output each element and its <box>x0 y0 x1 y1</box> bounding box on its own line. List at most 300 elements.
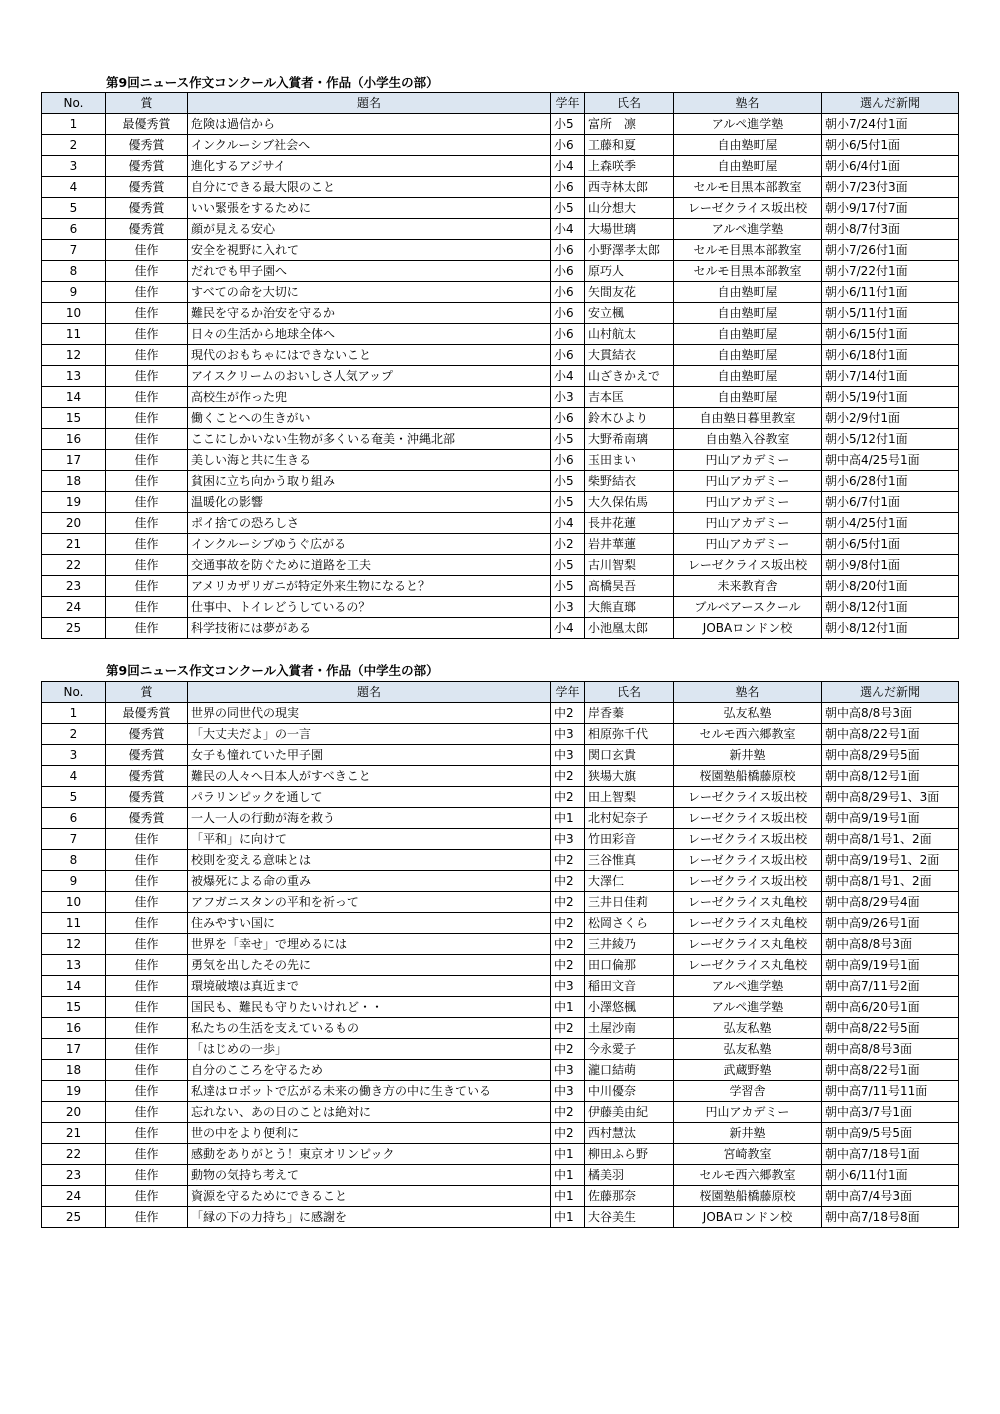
cell-grade: 小6 <box>551 345 585 366</box>
cell-no: 9 <box>42 282 106 303</box>
table-row <box>42 808 959 829</box>
cell-school: 円山アカデミー <box>674 513 822 534</box>
cell-name: 橘美羽 <box>585 1165 674 1186</box>
cell-name: 山分想大 <box>585 198 674 219</box>
cell-school: 桜園塾船橋藤原校 <box>674 1186 822 1207</box>
table-row <box>42 366 959 387</box>
cell-school: 新井塾 <box>674 745 822 766</box>
cell-newspaper: 朝小7/22付1面 <box>822 261 959 282</box>
cell-school: セルモ西六郷教室 <box>674 1165 822 1186</box>
cell-award: 佳作 <box>106 429 188 450</box>
cell-title: 自分のこころを守るため <box>188 1060 551 1081</box>
cell-title: 私達はロボットで広がる未来の働き方の中に生きている <box>188 1081 551 1102</box>
cell-name: 岸香蓁 <box>585 703 674 724</box>
cell-grade: 小5 <box>551 429 585 450</box>
cell-name: 大野希南璃 <box>585 429 674 450</box>
table-header-row <box>42 682 959 703</box>
table-row <box>42 1186 959 1207</box>
cell-name: 稲田文音 <box>585 976 674 997</box>
header-no: No. <box>42 93 106 114</box>
cell-school: セルモ西六郷教室 <box>674 724 822 745</box>
cell-award: 佳作 <box>106 282 188 303</box>
cell-award: 佳作 <box>106 1165 188 1186</box>
table-row <box>42 829 959 850</box>
cell-title: 校則を変える意味とは <box>188 850 551 871</box>
cell-grade: 小6 <box>551 408 585 429</box>
cell-no: 12 <box>42 345 106 366</box>
cell-no: 3 <box>42 745 106 766</box>
cell-title: 環境破壊は真近まで <box>188 976 551 997</box>
table-row <box>42 934 959 955</box>
cell-name: 大貫結衣 <box>585 345 674 366</box>
cell-school: 円山アカデミー <box>674 471 822 492</box>
cell-newspaper: 朝小4/25付1面 <box>822 513 959 534</box>
cell-name: 髙橋昊吾 <box>585 576 674 597</box>
cell-award: 佳作 <box>106 513 188 534</box>
table-row <box>42 387 959 408</box>
cell-school: 自由塾日暮里教室 <box>674 408 822 429</box>
cell-newspaper: 朝中高9/5号5面 <box>822 1123 959 1144</box>
cell-award: 佳作 <box>106 955 188 976</box>
cell-name: 柴野結衣 <box>585 471 674 492</box>
cell-no: 21 <box>42 534 106 555</box>
cell-name: 相原弥千代 <box>585 724 674 745</box>
table-row <box>42 513 959 534</box>
table-row <box>42 724 959 745</box>
cell-grade: 中3 <box>551 724 585 745</box>
cell-grade: 小4 <box>551 513 585 534</box>
table-row <box>42 1144 959 1165</box>
header-grade: 学年 <box>551 682 585 703</box>
cell-newspaper: 朝小6/11付1面 <box>822 1165 959 1186</box>
cell-grade: 小5 <box>551 492 585 513</box>
cell-school: アルペ進学塾 <box>674 114 822 135</box>
cell-no: 10 <box>42 892 106 913</box>
cell-title: 住みやすい国に <box>188 913 551 934</box>
cell-school: 自由塾町屋 <box>674 282 822 303</box>
cell-school: ブルベアースクール <box>674 597 822 618</box>
cell-name: 今永愛子 <box>585 1039 674 1060</box>
cell-newspaper: 朝中高8/29号4面 <box>822 892 959 913</box>
cell-name: 北村妃奈子 <box>585 808 674 829</box>
cell-title: 危険は過信から <box>188 114 551 135</box>
cell-name: 瀧口結萌 <box>585 1060 674 1081</box>
cell-award: 佳作 <box>106 450 188 471</box>
cell-name: 大澤仁 <box>585 871 674 892</box>
cell-newspaper: 朝小6/7付1面 <box>822 492 959 513</box>
cell-grade: 中1 <box>551 808 585 829</box>
cell-no: 19 <box>42 1081 106 1102</box>
junior-high-awards-table <box>41 681 959 1228</box>
cell-title: 感動をありがとう！東京オリンピック <box>188 1144 551 1165</box>
table-row <box>42 261 959 282</box>
cell-school: 学習舎 <box>674 1081 822 1102</box>
cell-newspaper: 朝中高8/22号5面 <box>822 1018 959 1039</box>
cell-name: 工藤和夏 <box>585 135 674 156</box>
cell-grade: 小6 <box>551 240 585 261</box>
cell-school: 円山アカデミー <box>674 1102 822 1123</box>
cell-grade: 中2 <box>551 892 585 913</box>
cell-school: 自由塾入谷教室 <box>674 429 822 450</box>
cell-grade: 小4 <box>551 366 585 387</box>
cell-newspaper: 朝小7/14付1面 <box>822 366 959 387</box>
cell-title: アフガニスタンの平和を祈って <box>188 892 551 913</box>
cell-name: 小池凰太郎 <box>585 618 674 639</box>
cell-grade: 中2 <box>551 1102 585 1123</box>
cell-grade: 中3 <box>551 1081 585 1102</box>
cell-award: 佳作 <box>106 618 188 639</box>
cell-school: セルモ目黒本部教室 <box>674 261 822 282</box>
cell-no: 3 <box>42 156 106 177</box>
cell-school: 自由塾町屋 <box>674 135 822 156</box>
cell-no: 1 <box>42 703 106 724</box>
cell-name: 伊藤美由紀 <box>585 1102 674 1123</box>
header-school: 塾名 <box>674 93 822 114</box>
header-title: 題名 <box>188 682 551 703</box>
cell-name: 土屋沙南 <box>585 1018 674 1039</box>
cell-name: 吉本匡 <box>585 387 674 408</box>
table-row <box>42 282 959 303</box>
cell-school: JOBAロンドン校 <box>674 618 822 639</box>
cell-newspaper: 朝中高9/19号1面 <box>822 955 959 976</box>
cell-school: アルペ進学塾 <box>674 219 822 240</box>
cell-title: 忘れない、あの日のことは絶対に <box>188 1102 551 1123</box>
cell-award: 佳作 <box>106 934 188 955</box>
header-school: 塾名 <box>674 682 822 703</box>
cell-title: ポイ捨ての恐ろしさ <box>188 513 551 534</box>
cell-award: 佳作 <box>106 850 188 871</box>
cell-award: 佳作 <box>106 597 188 618</box>
table-row <box>42 135 959 156</box>
cell-award: 佳作 <box>106 997 188 1018</box>
cell-title: だれでも甲子園へ <box>188 261 551 282</box>
cell-no: 17 <box>42 450 106 471</box>
cell-no: 22 <box>42 555 106 576</box>
cell-newspaper: 朝中高8/22号1面 <box>822 724 959 745</box>
header-name: 氏名 <box>585 682 674 703</box>
cell-no: 13 <box>42 955 106 976</box>
cell-award: 佳作 <box>106 324 188 345</box>
cell-title: 貧困に立ち向かう取り組み <box>188 471 551 492</box>
cell-grade: 小3 <box>551 387 585 408</box>
cell-newspaper: 朝小8/12付1面 <box>822 618 959 639</box>
cell-grade: 中2 <box>551 955 585 976</box>
cell-school: 円山アカデミー <box>674 450 822 471</box>
cell-name: 三井日佳莉 <box>585 892 674 913</box>
cell-name: 中川優奈 <box>585 1081 674 1102</box>
cell-newspaper: 朝小6/5付1面 <box>822 534 959 555</box>
cell-grade: 中2 <box>551 1123 585 1144</box>
cell-title: 安全を視野に入れて <box>188 240 551 261</box>
cell-grade: 中2 <box>551 913 585 934</box>
cell-title: 現代のおもちゃにはできないこと <box>188 345 551 366</box>
table-row <box>42 597 959 618</box>
cell-newspaper: 朝中高7/18号8面 <box>822 1207 959 1228</box>
cell-title: 「はじめの一歩」 <box>188 1039 551 1060</box>
cell-title: インクルーシブ社会へ <box>188 135 551 156</box>
cell-award: 優秀賞 <box>106 745 188 766</box>
cell-title: 資源を守るためにできること <box>188 1186 551 1207</box>
cell-no: 14 <box>42 387 106 408</box>
cell-school: セルモ目黒本部教室 <box>674 177 822 198</box>
table-row <box>42 871 959 892</box>
cell-school: レーゼクライス坂出校 <box>674 787 822 808</box>
cell-grade: 中2 <box>551 703 585 724</box>
table-row <box>42 892 959 913</box>
cell-award: 佳作 <box>106 261 188 282</box>
table-row <box>42 1081 959 1102</box>
cell-name: 大熊直瑯 <box>585 597 674 618</box>
cell-no: 10 <box>42 303 106 324</box>
cell-no: 24 <box>42 597 106 618</box>
cell-grade: 中2 <box>551 787 585 808</box>
cell-title: 勇気を出したその先に <box>188 955 551 976</box>
cell-title: 私たちの生活を支えているもの <box>188 1018 551 1039</box>
cell-newspaper: 朝中高7/18号1面 <box>822 1144 959 1165</box>
cell-no: 5 <box>42 787 106 808</box>
cell-school: レーゼクライス丸亀校 <box>674 892 822 913</box>
cell-name: 田口倫那 <box>585 955 674 976</box>
cell-name: 田上智梨 <box>585 787 674 808</box>
cell-name: 古川智梨 <box>585 555 674 576</box>
cell-no: 20 <box>42 1102 106 1123</box>
cell-grade: 小5 <box>551 114 585 135</box>
cell-no: 25 <box>42 1207 106 1228</box>
cell-no: 1 <box>42 114 106 135</box>
cell-award: 佳作 <box>106 534 188 555</box>
cell-grade: 中1 <box>551 1144 585 1165</box>
cell-grade: 中3 <box>551 1060 585 1081</box>
cell-title: 「大丈夫だよ」の一言 <box>188 724 551 745</box>
table-row <box>42 114 959 135</box>
table-row <box>42 1123 959 1144</box>
cell-newspaper: 朝小6/15付1面 <box>822 324 959 345</box>
cell-no: 16 <box>42 1018 106 1039</box>
cell-award: 最優秀賞 <box>106 703 188 724</box>
junior-high-section-title: 第9回ニュース作文コンクール入賞者・作品（中学生の部） <box>106 663 439 678</box>
table-row <box>42 303 959 324</box>
cell-title: 女子も憧れていた甲子園 <box>188 745 551 766</box>
table-row <box>42 787 959 808</box>
cell-title: 交通事故を防ぐために道路を工夫 <box>188 555 551 576</box>
cell-no: 11 <box>42 913 106 934</box>
cell-grade: 中1 <box>551 997 585 1018</box>
cell-grade: 小6 <box>551 303 585 324</box>
cell-newspaper: 朝小8/20付1面 <box>822 576 959 597</box>
cell-school: 宮崎教室 <box>674 1144 822 1165</box>
cell-grade: 小6 <box>551 261 585 282</box>
header-newspaper: 選んだ新聞 <box>822 93 959 114</box>
cell-grade: 小2 <box>551 534 585 555</box>
cell-no: 4 <box>42 766 106 787</box>
header-award: 賞 <box>106 93 188 114</box>
elementary-awards-table <box>41 92 959 639</box>
cell-no: 15 <box>42 997 106 1018</box>
table-row <box>42 850 959 871</box>
cell-award: 佳作 <box>106 1144 188 1165</box>
cell-grade: 小6 <box>551 324 585 345</box>
cell-award: 佳作 <box>106 1081 188 1102</box>
cell-no: 17 <box>42 1039 106 1060</box>
cell-title: ここにしかいない生物が多くいる奄美・沖縄北部 <box>188 429 551 450</box>
cell-grade: 中2 <box>551 1039 585 1060</box>
cell-award: 佳作 <box>106 408 188 429</box>
cell-grade: 小6 <box>551 177 585 198</box>
cell-no: 19 <box>42 492 106 513</box>
cell-no: 21 <box>42 1123 106 1144</box>
cell-school: 自由塾町屋 <box>674 345 822 366</box>
cell-award: 優秀賞 <box>106 177 188 198</box>
cell-newspaper: 朝中高3/7号1面 <box>822 1102 959 1123</box>
cell-newspaper: 朝中高7/11号11面 <box>822 1081 959 1102</box>
header-award: 賞 <box>106 682 188 703</box>
cell-name: 佐藤那奈 <box>585 1186 674 1207</box>
table-row <box>42 156 959 177</box>
cell-award: 優秀賞 <box>106 156 188 177</box>
table-row <box>42 198 959 219</box>
cell-grade: 中2 <box>551 850 585 871</box>
table-row <box>42 429 959 450</box>
cell-no: 23 <box>42 576 106 597</box>
table-row <box>42 219 959 240</box>
cell-name: 西村慧汰 <box>585 1123 674 1144</box>
cell-award: 優秀賞 <box>106 724 188 745</box>
table-row <box>42 1207 959 1228</box>
cell-no: 16 <box>42 429 106 450</box>
cell-title: 難民の人々へ日本人がすべきこと <box>188 766 551 787</box>
cell-name: 上森咲季 <box>585 156 674 177</box>
cell-school: レーゼクライス坂出校 <box>674 871 822 892</box>
cell-name: 大場世璃 <box>585 219 674 240</box>
cell-no: 5 <box>42 198 106 219</box>
cell-school: レーゼクライス丸亀校 <box>674 913 822 934</box>
cell-name: 矢間友花 <box>585 282 674 303</box>
cell-newspaper: 朝中高7/4号3面 <box>822 1186 959 1207</box>
cell-no: 20 <box>42 513 106 534</box>
cell-award: 佳作 <box>106 387 188 408</box>
cell-award: 佳作 <box>106 1102 188 1123</box>
cell-title: パラリンピックを通して <box>188 787 551 808</box>
cell-no: 7 <box>42 829 106 850</box>
cell-title: 働くことへの生きがい <box>188 408 551 429</box>
cell-name: 竹田彩音 <box>585 829 674 850</box>
cell-award: 佳作 <box>106 1207 188 1228</box>
cell-title: すべての命を大切に <box>188 282 551 303</box>
cell-no: 9 <box>42 871 106 892</box>
table-row <box>42 345 959 366</box>
cell-title: 温暖化の影響 <box>188 492 551 513</box>
cell-school: 自由塾町屋 <box>674 366 822 387</box>
header-name: 氏名 <box>585 93 674 114</box>
cell-award: 佳作 <box>106 829 188 850</box>
cell-award: 佳作 <box>106 871 188 892</box>
cell-grade: 小5 <box>551 198 585 219</box>
cell-grade: 中3 <box>551 976 585 997</box>
cell-newspaper: 朝小2/9付1面 <box>822 408 959 429</box>
cell-newspaper: 朝小9/17付7面 <box>822 198 959 219</box>
cell-award: 佳作 <box>106 1060 188 1081</box>
cell-grade: 中2 <box>551 766 585 787</box>
table-row <box>42 240 959 261</box>
cell-name: 原巧人 <box>585 261 674 282</box>
cell-newspaper: 朝中高9/26号1面 <box>822 913 959 934</box>
cell-award: 佳作 <box>106 1186 188 1207</box>
cell-title: アイスクリームのおいしさ人気アップ <box>188 366 551 387</box>
cell-name: 三井綾乃 <box>585 934 674 955</box>
cell-newspaper: 朝小5/12付1面 <box>822 429 959 450</box>
cell-school: レーゼクライス坂出校 <box>674 198 822 219</box>
table-row <box>42 997 959 1018</box>
cell-title: 仕事中、トイレどうしているの？ <box>188 597 551 618</box>
cell-award: 優秀賞 <box>106 135 188 156</box>
cell-grade: 中1 <box>551 1207 585 1228</box>
cell-school: 自由塾町屋 <box>674 324 822 345</box>
cell-grade: 小5 <box>551 576 585 597</box>
cell-no: 11 <box>42 324 106 345</box>
cell-newspaper: 朝中高7/11号2面 <box>822 976 959 997</box>
cell-newspaper: 朝中高8/1号1、2面 <box>822 829 959 850</box>
cell-title: 高校生が作った兜 <box>188 387 551 408</box>
cell-school: 自由塾町屋 <box>674 387 822 408</box>
cell-school: 新井塾 <box>674 1123 822 1144</box>
cell-title: 科学技術には夢がある <box>188 618 551 639</box>
cell-title: 世界の同世代の現実 <box>188 703 551 724</box>
cell-no: 14 <box>42 976 106 997</box>
cell-no: 23 <box>42 1165 106 1186</box>
cell-title: 自分にできる最大限のこと <box>188 177 551 198</box>
cell-newspaper: 朝小7/23付3面 <box>822 177 959 198</box>
cell-grade: 小3 <box>551 597 585 618</box>
cell-school: 自由塾町屋 <box>674 303 822 324</box>
header-title: 題名 <box>188 93 551 114</box>
cell-grade: 中1 <box>551 1165 585 1186</box>
cell-award: 優秀賞 <box>106 766 188 787</box>
cell-newspaper: 朝小6/5付1面 <box>822 135 959 156</box>
cell-newspaper: 朝中高9/19号1面 <box>822 808 959 829</box>
cell-no: 15 <box>42 408 106 429</box>
table-row <box>42 913 959 934</box>
cell-title: 日々の生活から地球全体へ <box>188 324 551 345</box>
cell-award: 佳作 <box>106 976 188 997</box>
cell-name: 松岡さくら <box>585 913 674 934</box>
cell-no: 6 <box>42 808 106 829</box>
table-row <box>42 766 959 787</box>
cell-school: 武蔵野塾 <box>674 1060 822 1081</box>
cell-no: 8 <box>42 850 106 871</box>
cell-school: 弘友私塾 <box>674 1018 822 1039</box>
cell-title: 美しい海と共に生きる <box>188 450 551 471</box>
cell-school: 円山アカデミー <box>674 492 822 513</box>
cell-newspaper: 朝中高8/8号3面 <box>822 703 959 724</box>
cell-grade: 中2 <box>551 934 585 955</box>
cell-title: 進化するアジサイ <box>188 156 551 177</box>
cell-award: 優秀賞 <box>106 219 188 240</box>
cell-grade: 小6 <box>551 450 585 471</box>
cell-newspaper: 朝小8/7付3面 <box>822 219 959 240</box>
table-row <box>42 1102 959 1123</box>
cell-grade: 小6 <box>551 135 585 156</box>
cell-name: 岩井華蓮 <box>585 534 674 555</box>
cell-newspaper: 朝中高8/22号1面 <box>822 1060 959 1081</box>
cell-newspaper: 朝小5/19付1面 <box>822 387 959 408</box>
cell-no: 2 <box>42 135 106 156</box>
cell-no: 4 <box>42 177 106 198</box>
cell-name: 鈴木ひより <box>585 408 674 429</box>
cell-award: 佳作 <box>106 555 188 576</box>
cell-no: 25 <box>42 618 106 639</box>
cell-title: 国民も、難民も守りたいけれど・・ <box>188 997 551 1018</box>
cell-grade: 中2 <box>551 1018 585 1039</box>
